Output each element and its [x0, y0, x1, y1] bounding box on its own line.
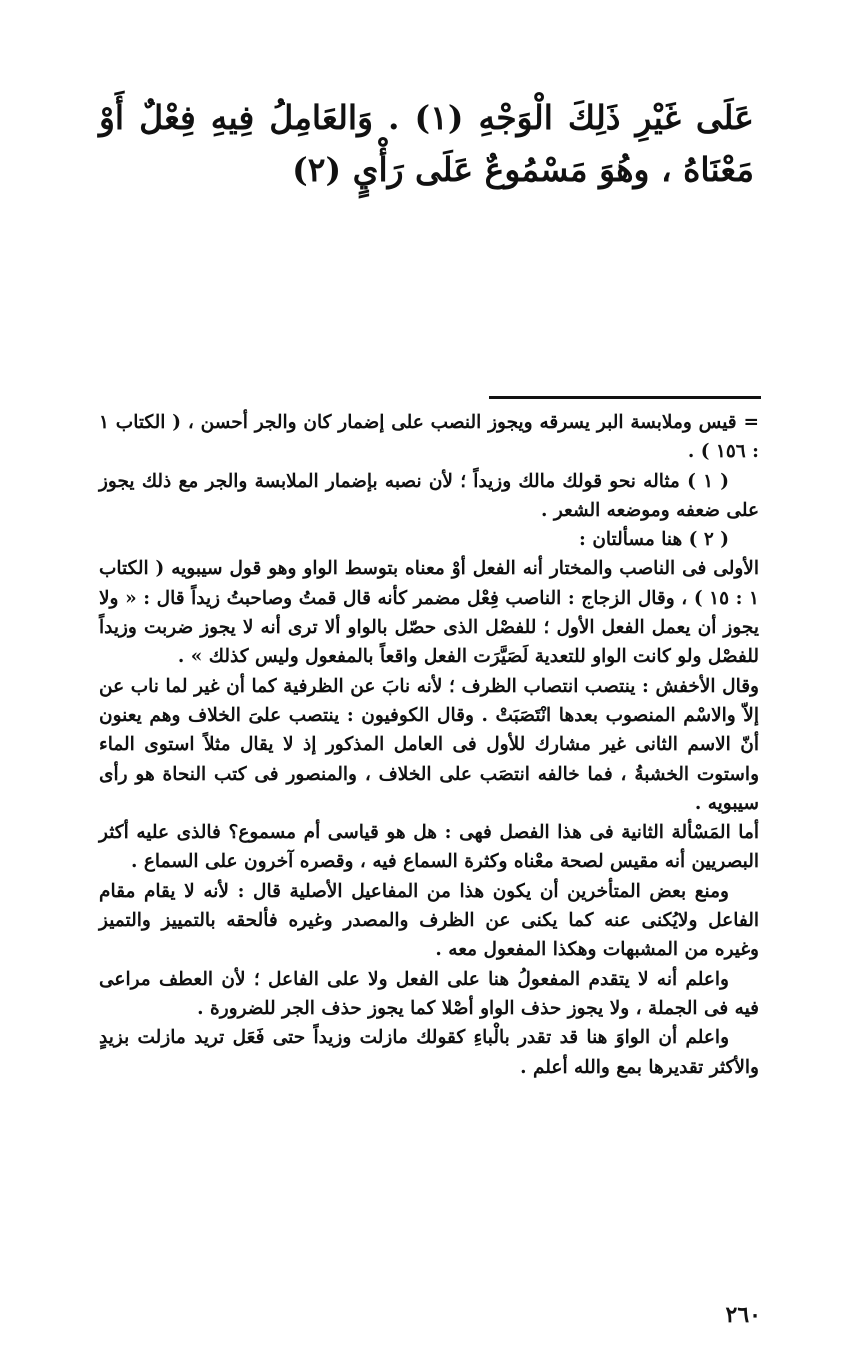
main-text: عَلَى غَيْرِ ذَلِكَ الْوَجْهِ (١) . وَالعَامِلُ فِيهِ فِعْلٌ أَوْ مَعْنَاهُ ، وهُوَ مَسْمُوعٌ عَلَى رَأْيٍ (٢)	[99, 98, 754, 189]
footnote-2-later-scholars: ومنع بعض المتأخرين أن يكون هذا من المفاعيل الأصلية قال : لأنه لا يقام مقام الفاعل ولايُكنى عنه كما يكنى عن الظرف والمصدر وغيره فألحقه بالتمييز والتميز وغيره من المشبهات وهكذا المفعول معه .	[99, 880, 759, 961]
footnote-2-waw-as-ba: واعلم أن الواوَ هنا قد تقدر بالْباءِ كقولك مازلت وزيداً حتى فَعَل تريد مازلت بزيدٍ والأكثر تقديرها بمع والله أعلم .	[99, 1027, 759, 1078]
footnote-continuation: = قيس وملابسة البر يسرقه ويجوز النصب على إضمار كان والجر أحسن ، ( الكتاب ١ : ١٥٦ ) .	[99, 412, 759, 463]
page-number: ٢٦٠	[725, 1302, 761, 1328]
footnotes	[99, 408, 759, 1082]
footnote-2-second-issue: أما المَسْألة الثانية فى هذا الفصل فهى : هل هو قياسى أم مسموع؟ فالذى عليه أكثر البصريين أنه مقيس لصحة معْناه وكثرة السماع فيه ، وقصره آخرون على السماع .	[99, 822, 759, 873]
footnote-separator	[489, 396, 761, 399]
footnote-2-first-issue: الأولى فى الناصب والمختار أنه الفعل أوْ معناه بتوسط الواو وهو قول سيبويه ( الكتاب ١ : ١٥ ) ، وقال الزجاج : الناصب فِعْل مضمر كأنه قال قمتُ وصاحبتُ زيداً قال : « ولا يجوز أن يعمل الفعل الأول ؛ للفصْل الذى حصّل بالواو ألا ترى أنه لا يجوز ضربت وزيداً للفصْل ولو كانت الواو للتعدية لَصَيَّرَت الفعل واقعاً بالمفعول وليس كذلك » .	[99, 558, 759, 668]
footnote-1: ( ١ ) مثاله نحو قولك مالك وزيداً ؛ لأن نصبه بإضمار الملابسة والجر مع ذلك يجوز على ضعفه وموضعه الشعر .	[99, 470, 759, 521]
footnote-2-word-order: واعلم أنه لا يتقدم المفعولُ هنا على الفعل ولا على الفاعل ؛ لأن العطف مراعى فيه فى الجملة ، ولا يجوز حذف الواو أصْلا كما يجوز حذف الجر للضرورة .	[99, 968, 759, 1019]
footnote-2-heading: ( ٢ ) هنا مسألتان :	[579, 529, 729, 551]
footnote-2-akhfash-view: وقال الأخفش : ينتصب انتصاب الظرف ؛ لأنه نابَ عن الظرفية كما أن غير لما ناب عن إلاّ والاسْم المنصوب بعدها انْتَصَبَتْ . وقال الكوفيون : ينتصب علىَ الخلاف وهم يعنون أنّ الاسم الثانى غير مشارك للأول فى العامل المذكور إذ لا يقال مثلاً استوى الماء واستوت الخشبةُ ، فما خالفه انتصَب على الخلاف ، والمنصور فى كتب النحاة هو رأى سيبويه .	[99, 675, 759, 814]
